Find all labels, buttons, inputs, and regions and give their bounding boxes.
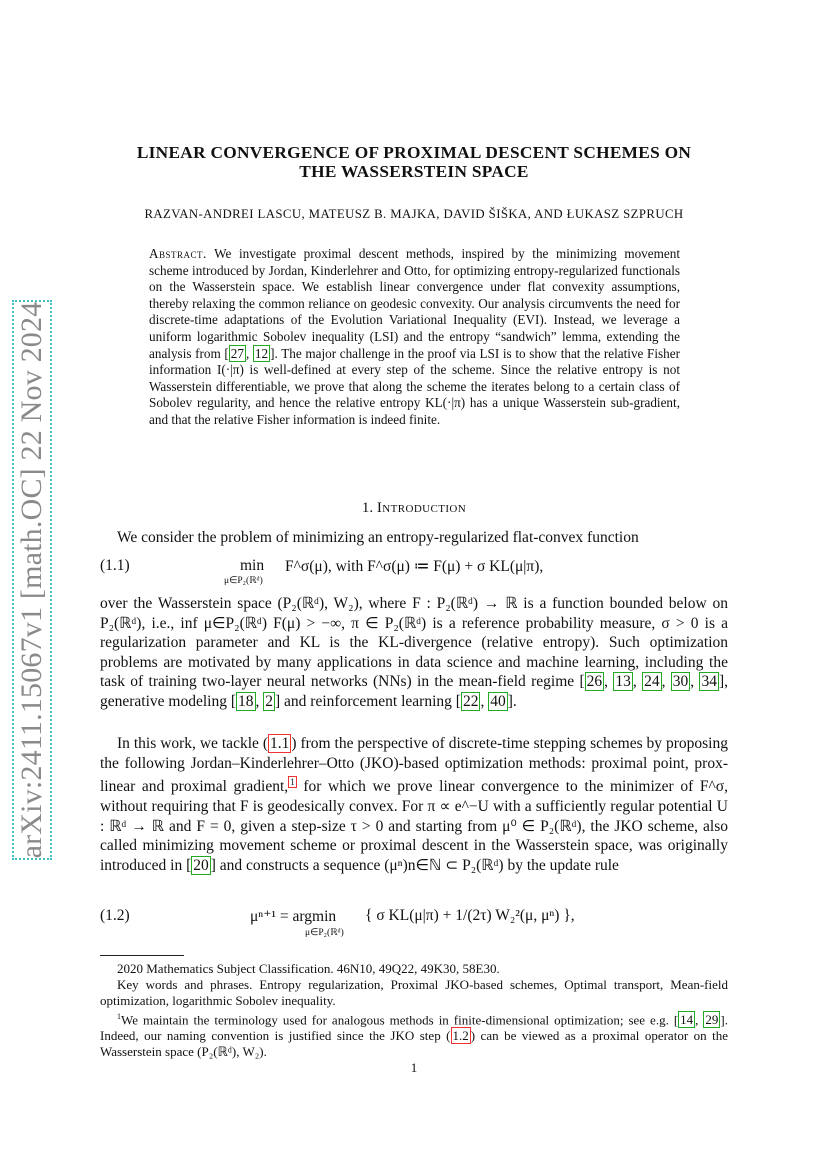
citation-link[interactable]: 13 [615,673,631,691]
msc-classification: 2020 Mathematics Subject Classification. 46N10, 49Q22, 49K30, 58E30. [117,961,500,976]
min-operator: min [240,557,265,574]
abstract: Abstract. We investigate proximal descent methods, inspired by the minimizing movement scheme introduced by Jordan, Kinderlehrer and Otto, for optimizing entropy-regularized functionals on the Wasserstein space. We establish linear convergence under flat convexity assumptions, thereby relaxing the common reliance on geodesic convexity. Our analysis circumvents the need for discrete-time adaptations of the Evolution Variational Inequality (EVI). Instead, we leverage a uniform logarithmic Sobolev inequality (LSI) and the entropy “sandwich” lemma, extending the analysis from [ 27 , 12 ]. The major challenge in the proof via LSI is to show that the relative Fisher information I(·|π) is well-defined at every step of the scheme. Since the relative entropy is not Wasserstein differentiable, we prove that along the scheme the iterates belong to a certain class of Sobolev regularity, and hence the relative entropy KL(·|π) has a unique Wasserstein sub-gradient, and that the relative Fisher information is indeed finite. [149,246,680,427]
abstract-text-b: . The major challenge in the proof via LSI is to show that the relative Fisher information I(·|π) is well-defined at every step of the scheme. Since the relative entropy is not Wasserstein differentiable, we prove that along the scheme the iterates belong to a certain class of Sobolev regularity, and hence the relative entropy KL(·|π) has a unique Wasserstein sub-gradient, and that the relative Fisher information is indeed finite. [149,345,680,427]
equation-body: F^σ(μ), with F^σ(μ) ≔ F(μ) + σ KL(μ|π), [285,558,544,575]
section-heading [100,500,728,517]
citation-link[interactable]: 20 [193,856,209,874]
citation-link[interactable]: 24 [644,673,660,691]
arxiv-identifier[interactable]: arXiv:2411.15067v1 [math.OC] 22 Nov 2024 [15,301,48,859]
intro-paragraph-1: We consider the problem of minimizing an entropy-regularized flat-convex function [117,529,639,546]
citation-link[interactable]: 26 [586,673,603,691]
footnote-text: ) can be viewed as a proximal operator on the Wasserstein space (P₂(ℝᵈ), W₂). [100,1028,728,1060]
title-line-2: THE WASSERSTEIN SPACE [299,162,529,181]
page-number: 1 [410,1060,418,1075]
paragraph-text: over the Wasserstein space (P₂(ℝᵈ), W₂), where F : P₂(ℝᵈ) → ℝ is a function bounded below on P₂(ℝᵈ), i.e., inf μ∈P₂(ℝᵈ) F(μ) > −∞, π ∈ P₂(ℝᵈ) is a reference probability measure, σ > 0 is a regularization parameter and KL is the KL-divergence (relative entropy). Such optimization problems are motivated by many applications in data science and machine learning, including the task of training two-layer neural networks (NNs) in the mean-field regime [ [100,595,728,691]
footnote-divider [100,955,184,956]
footnote-text: ]. Indeed, our naming convention is justified since the JKO step ( [100,1012,729,1044]
equation-number: (1.1) [100,557,130,574]
citation-link[interactable]: 30 [672,673,689,691]
equation-1-1 [100,555,728,591]
footnote-mark-link[interactable]: 1 [290,777,295,788]
paragraph-text: ] and constructs a sequence (μⁿ)n∈ℕ ⊂ P₂(ℝᵈ) by the update rule [210,856,619,874]
equation-number: (1.2) [100,907,130,924]
citation-link[interactable]: 34 [701,673,717,691]
min-subscript: μ∈P₂(ℝᵈ) [224,576,263,586]
section-number: 1. [361,500,374,516]
keywords: Key words and phrases. Entropy regularization, Proximal JKO-based schemes, Optimal transport, Mean-field optimization, logarithmic Sobolev inequality. [100,977,728,1008]
citation-link[interactable]: 22 [462,692,479,710]
paper-title [100,143,728,181]
intro-paragraph-2: over the Wasserstein space (P₂(ℝᵈ), W₂), where F : P₂(ℝᵈ) → ℝ is a function bounded below on P₂(ℝᵈ), i.e., inf μ∈P₂(ℝᵈ) F(μ) > −∞, π ∈ P₂(ℝᵈ) is a reference probability measure, σ > 0 is a regularization parameter and KL is the KL-divergence (relative entropy). Such optimization problems are motivated by many applications in data science and machine learning, including the task of training two-layer neural networks (NNs) in the mean-field regime [ 26 , 13 , 24 , 30 , 34 ], generative modeling [ 18 , 2 ] and reinforcement learning [ 22 , 40 ]. [100,595,729,710]
citation-link[interactable]: 14 [680,1012,694,1028]
citation-link[interactable]: 18 [238,692,254,710]
citation-link[interactable]: 40 [490,692,506,710]
abstract-text-a: We investigate proximal descent methods, inspired by the minimizing movement scheme introduced by Jordan, Kinderlehrer and Otto, for optimizing entropy-regularized functionals on the Wasserstein space. We establish linear convergence under flat convexity assumptions, thereby relaxing the common reliance on geodesic convexity. Our analysis circumvents the need for discrete-time adaptations of the Evolution Variational Inequality (EVI). Instead, we leverage a uniform logarithmic Sobolev inequality (LSI) and the entropy “sandwich” lemma, extending the analysis from [149,246,680,361]
equation-ref-link[interactable]: 1.1 [269,735,290,752]
equation-ref-link[interactable]: 1.2 [452,1028,469,1044]
citation-link[interactable]: 27 [230,345,244,361]
argmin-subscript: μ∈P₂(ℝᵈ) [305,928,344,938]
footnote-text: We maintain the terminology used for analogous methods in finite-dimensional optimization; see e.g. [ [121,1012,679,1028]
paragraph-text: ] and reinforcement learning [ [275,692,461,710]
citation-link[interactable]: 12 [254,345,269,361]
paragraph-text: for which we prove linear convergence to the minimizer of F^σ, without requiring that F is geodesically convex. For π ∝ e^−U with a sufficiently regular potential U : ℝᵈ → ℝ and F = 0, given a step-size τ > 0 and starting from μ⁰ ∈ P₂(ℝᵈ), the JKO scheme, also called minimizing movement scheme or proximal descent in the Wasserstein space, was originally introduced in [ [100,778,728,874]
footnote-1: $^1$We maintain the terminology used for analogous methods in finite-dimensional optimization; see e.g. [ 14 , 29 ]. Indeed, our naming convention is justified since the JKO step ( 1.2 ) can be viewed as a proximal operator on the Wasserstein space (P₂(ℝᵈ), W₂). [100,1012,729,1060]
author-list: RAZVAN-ANDREI LASCU, MATEUSZ B. MAJKA, DAVID ŠIŠKA, AND ŁUKASZ SZPRUCH [144,207,684,221]
arxiv-sidebar[interactable] [10,300,56,860]
paragraph-text: ]. [507,692,517,710]
equation-lhs: μⁿ⁺¹ = argmin [250,908,337,925]
paragraph-text: ) from the perspective of discrete-time stepping schemes by proposing the following Jordan–Kinderlehrer–Otto (JKO)-based optimization methods: proximal point, prox-linear and proximal gradient, [100,735,728,796]
citation-link[interactable]: 29 [705,1012,719,1028]
paragraph-text: ], generative modeling [ [100,673,729,710]
citation-link[interactable]: 2 [265,692,274,710]
title-line-1: LINEAR CONVERGENCE OF PROXIMAL DESCENT SCHEMES ON [136,143,692,162]
abstract-label: Abstract. [149,246,207,261]
paragraph-text: In this work, we tackle ( [117,735,268,752]
equation-body: { σ KL(μ|π) + 1/(2τ) W₂²(μ, μⁿ) }, [365,907,575,924]
equation-1-2 [100,895,728,945]
intro-paragraph-3 [100,734,728,875]
footnote-number: 1 [117,1012,121,1021]
section-title: Introduction [376,500,467,516]
